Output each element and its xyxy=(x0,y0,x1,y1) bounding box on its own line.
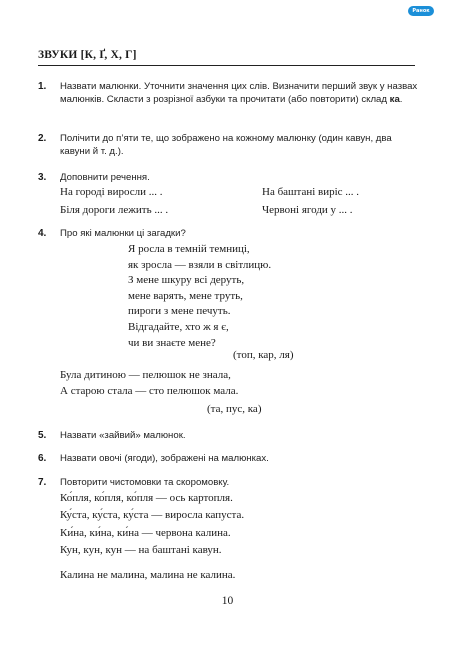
sentence-left-2: Біля дороги лежить ... . xyxy=(60,204,169,216)
page-number: 10 xyxy=(221,595,234,607)
task-5-text: Назвати «зайвий» малюнок. xyxy=(60,430,186,441)
riddle-1-line: Відгадайте, хто ж я є, xyxy=(128,320,229,333)
task-4-text: Про які малюнки ці загадки? xyxy=(60,228,186,239)
riddle-1-line: Я росла в темній темниці, xyxy=(128,243,250,255)
riddle-2-answer: (та, пус, ка) xyxy=(207,403,262,415)
task-1-text: Назвати малюнки. Уточнити значення цих слів. Визначити перший звук у назвах малюнків. Скласти з розрізної азбуки та прочитати (або повторити) склад ка. xyxy=(60,81,418,105)
riddle-1 xyxy=(128,242,271,351)
task-7-number: 7. xyxy=(38,477,47,488)
publisher-logo: Ранок xyxy=(408,6,434,16)
twister-line: Ку́ста, ку́ста, ку́ста — виросла капуста. xyxy=(60,509,245,522)
task-5-number: 5. xyxy=(38,430,47,441)
task-6-number: 6. xyxy=(38,453,47,464)
task-4-number: 4. xyxy=(38,228,47,239)
task-1-number: 1. xyxy=(38,81,47,92)
riddle-2-line: А старою стала — сто пелюшок мала. xyxy=(60,384,239,397)
riddle-2-line: Була дитиною — пелюшок не знала, xyxy=(60,369,231,381)
task-7-text: Повторити чистомовки та скоромовку. xyxy=(60,477,230,488)
riddle-1-line: як зросла — взяли в світлицю. xyxy=(128,258,272,271)
task-2-number: 2. xyxy=(38,133,47,144)
sentence-right-2: Червоні ягоди у ... . xyxy=(262,204,353,216)
twister-line: Ки́на, ки́на, ки́на — червона калина. xyxy=(60,526,231,539)
page-heading: ЗВУКИ [К, Ґ, Х, Г] xyxy=(38,49,137,61)
riddle-1-line: пироги з мене печуть. xyxy=(128,305,231,318)
task-2-text: Полічити до п’яти те, що зображено на кожному малюнку (один кавун, два кавуни й т. д.). xyxy=(60,133,392,157)
riddle-1-line: З мене шкуру всі деруть, xyxy=(128,274,245,287)
heading-divider xyxy=(38,65,415,66)
riddle-1-line: чи ви знаєте мене? xyxy=(128,336,216,349)
sentence-left-1: На городі виросли ... . xyxy=(60,186,163,198)
task-3-text: Доповнити речення. xyxy=(60,172,150,183)
riddle-2 xyxy=(60,368,238,399)
twister-line: Ко́пля, ко́пля, ко́пля — ось картопля. xyxy=(60,492,233,504)
twister-line: Кун, кун, кун — на баштані кавун. xyxy=(60,544,222,557)
task-3-number: 3. xyxy=(38,172,47,183)
riddle-1-answer: (топ, кар, ля) xyxy=(233,349,294,361)
riddle-1-line: мене варять, мене труть, xyxy=(128,289,243,302)
twisters-list xyxy=(60,490,244,560)
sentence-right-1: На баштані виріс ... . xyxy=(262,186,360,198)
tongue-twister: Калина не малина, малина не калина. xyxy=(60,569,236,581)
task-6-text: Назвати овочі (ягоди), зображені на малюнках. xyxy=(60,453,269,464)
